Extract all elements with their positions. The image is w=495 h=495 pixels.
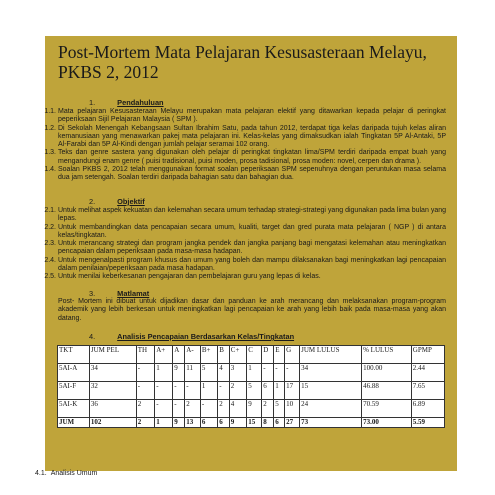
item-text: Untuk merancang strategi dan program jangka pendek dan jangka panjang bagi mengatasi kelemahan atau meningkatkan pencapaian dalam peperiksaan pada masa-masa hadapan. [58, 240, 446, 256]
table-cell: 36 [89, 400, 136, 418]
table-cell: 1 [274, 382, 285, 400]
table-cell: - [173, 400, 185, 418]
table-header-row [58, 346, 445, 364]
table-cell: 9 [229, 418, 246, 428]
item-number: 1.2. [44, 124, 56, 132]
table-cell: 1 [155, 418, 173, 428]
list-item [44, 149, 446, 166]
table-cell: 2 [218, 400, 230, 418]
table-cell: - [155, 382, 173, 400]
table-cell: 5AI-A [58, 364, 90, 382]
table-cell: 24 [300, 400, 362, 418]
list-item [44, 108, 446, 125]
table-cell: 9 [247, 400, 262, 418]
table-cell: % LULUS [362, 346, 412, 364]
table-cell: 10 [285, 400, 300, 418]
table-cell: 2 [136, 400, 155, 418]
item-number: 2.4. [44, 256, 56, 264]
table-cell: C+ [229, 346, 246, 364]
item-text: Untuk menilai keberkesanan pengajaran dan pembelajaran guru yang lepas di kelas. [58, 273, 321, 281]
table-cell: 70.59 [362, 400, 412, 418]
table-cell: 6 [262, 382, 274, 400]
table-cell: A- [185, 346, 201, 364]
table-cell: 5 [274, 400, 285, 418]
item-text: Untuk mengenalpasti program khusus dan umum yang boleh dan mampu dilaksanakan bagi meningkatkan lagi pencapaian dalam penilaian/peperiksaan pada masa hadapan. [58, 256, 446, 273]
table-cell: G [285, 346, 300, 364]
table-cell: 9 [173, 418, 185, 428]
item-text: Untuk membandingkan data pencapaian secara umum, kualiti, target dan gred purata mata pelajaran ( NGP ) di antara kelas/tingkatan. [58, 223, 446, 239]
table-cell: 6 [218, 418, 230, 428]
table-cell: - [136, 364, 155, 382]
table-cell: - [173, 382, 185, 400]
table-cell: 27 [285, 418, 300, 428]
table-cell: 2 [185, 400, 201, 418]
table-cell: 6.89 [411, 400, 444, 418]
table-cell: - [262, 364, 274, 382]
table-cell: 102 [89, 418, 136, 428]
table-cell: 1 [200, 382, 217, 400]
item-text: Untuk melihat aspek kekuatan dan kelemahan secara umum terhadap strategi-strategi yang digunakan pada lima bulan yang lepas. [58, 207, 446, 223]
table-cell: 2 [262, 400, 274, 418]
table-cell: - [155, 400, 173, 418]
table-cell: - [274, 364, 285, 382]
list-item [44, 240, 446, 257]
table-cell: JUM LULUS [300, 346, 362, 364]
table-cell: 5 [200, 364, 217, 382]
table-cell: E [274, 346, 285, 364]
section-1-list [44, 108, 446, 183]
table-cell: C [247, 346, 262, 364]
table-cell: - [218, 382, 230, 400]
item-number: 1.3. [44, 149, 56, 157]
section-4-heading: 4. Analisis Pencapaian Berdasarkan Kelas/Tingkatan [89, 332, 295, 341]
list-item [44, 207, 446, 224]
table-row [58, 400, 445, 418]
table-cell: 34 [300, 364, 362, 382]
table-cell: 7.65 [411, 382, 444, 400]
table-cell: 1 [155, 364, 173, 382]
table-cell: B [218, 346, 230, 364]
table-cell: 6 [200, 418, 217, 428]
list-item [44, 166, 446, 183]
list-item [44, 223, 446, 241]
table-cell: 2 [136, 418, 155, 428]
table-cell: 8 [262, 418, 274, 428]
table-cell: 46.88 [362, 382, 412, 400]
section-2-list [44, 207, 446, 282]
table-cell: 13 [185, 418, 201, 428]
item-number: 1.1. [44, 108, 56, 115]
table-row [58, 364, 445, 382]
table-cell: - [285, 364, 300, 382]
table-cell: 15 [300, 382, 362, 400]
table-cell: A [173, 346, 185, 364]
table-cell: 100.00 [362, 364, 412, 382]
table-cell: 5AI-F [58, 382, 90, 400]
table-row [58, 382, 445, 400]
item-text: Soalan PKBS 2, 2012 telah menggunakan format soalan peperiksaan SPM sepenuhnya dengan peruntukan masa selama dua jam setengah. Soalan terdiri daripada bahagian satu dan bahagian dua. [58, 166, 446, 182]
table-cell: 17 [285, 382, 300, 400]
results-table [57, 345, 445, 428]
table-cell: JUM PEL [89, 346, 136, 364]
table-cell: TH [136, 346, 155, 364]
table-cell: 34 [89, 364, 136, 382]
item-number: 2.1. [44, 207, 56, 214]
table-cell: 5 [247, 382, 262, 400]
table-cell: - [136, 382, 155, 400]
table-cell: 9 [173, 364, 185, 382]
section-1-heading: 1. Pendahuluan [89, 98, 164, 107]
table-cell: 73 [300, 418, 362, 428]
table-cell: 6 [274, 418, 285, 428]
subsection-4-1: 4.1. Analisis Umum [35, 470, 98, 477]
table-cell: 3 [229, 364, 246, 382]
table-cell: 2 [229, 382, 246, 400]
table-cell: GPMP [411, 346, 444, 364]
item-text: Teks dan genre sastera yang digunakan oleh pelajar di peringkat tingkatan lima/SPM terdiri daripada empat buah yang mengandungi enam genre ( puisi tradisional, puisi moden, prosa tadisional, prosa moden: novel, cerpen dan drama ). [58, 149, 446, 165]
page-title: Post-Mortem Mata Pelajaran Kesusasteraan Melayu, PKBS 2, 2012 [58, 42, 427, 82]
table-cell: 2.44 [411, 364, 444, 382]
table-cell: B+ [200, 346, 217, 364]
item-number: 2.5. [44, 273, 56, 281]
item-number: 2.2. [44, 223, 56, 231]
section-3-heading: 3. Matlamat [89, 289, 150, 298]
table-cell: 73.00 [362, 418, 412, 428]
table-cell: - [200, 400, 217, 418]
section-3-text: Post- Mortem ini dibuat untuk dijadikan dasar dan panduan ke arah merancang dan melaksanakan program-program akademik yang lebih berkesan untuk meningkatkan lagi pencapaian ke arah yang lebih baik pada masa-masa yang akan datang. [58, 298, 446, 322]
table-cell: JUM [58, 418, 90, 428]
table-cell: 1 [247, 364, 262, 382]
table-cell: A+ [155, 346, 173, 364]
table-cell: 5.59 [411, 418, 444, 428]
list-item [44, 124, 446, 150]
item-number: 1.4. [44, 166, 56, 174]
table-cell: 4 [229, 400, 246, 418]
table-cell: 32 [89, 382, 136, 400]
table-total-row [58, 418, 445, 428]
item-number: 2.3. [44, 240, 56, 248]
list-item [44, 273, 446, 281]
table-cell: - [185, 382, 201, 400]
table-cell: TKT [58, 346, 90, 364]
item-text: Di Sekolah Menengah Kebangsaan Sultan Ibrahim Satu, pada tahun 2012, terdapat tiga kelas daripada tujuh kelas aliran kemanusiaan yang menawarkan pakej mata pelajaran ini. Kelas-kelas yang dimaksudkan ialah Tingkatan 5P Al-Antaki, 5P Al-Farabi dan 5P Al-Kindi dengan jumlah pelajar seramai 102 orang. [58, 124, 446, 149]
item-text: Mata pelajaran Kesusasteraan Melayu merupakan mata pelajaran elektif yang ditawarkan kepada pelajar di peringkat peperiksaan Sijil Pelajaran Malaysia ( SPM ). [58, 108, 446, 124]
section-2-heading: 2. Objektif [89, 197, 145, 206]
list-item [44, 256, 446, 274]
table-cell: 11 [185, 364, 201, 382]
table-cell: D [262, 346, 274, 364]
table-cell: 4 [218, 364, 230, 382]
table-cell: 5AI-K [58, 400, 90, 418]
table-cell: 15 [247, 418, 262, 428]
